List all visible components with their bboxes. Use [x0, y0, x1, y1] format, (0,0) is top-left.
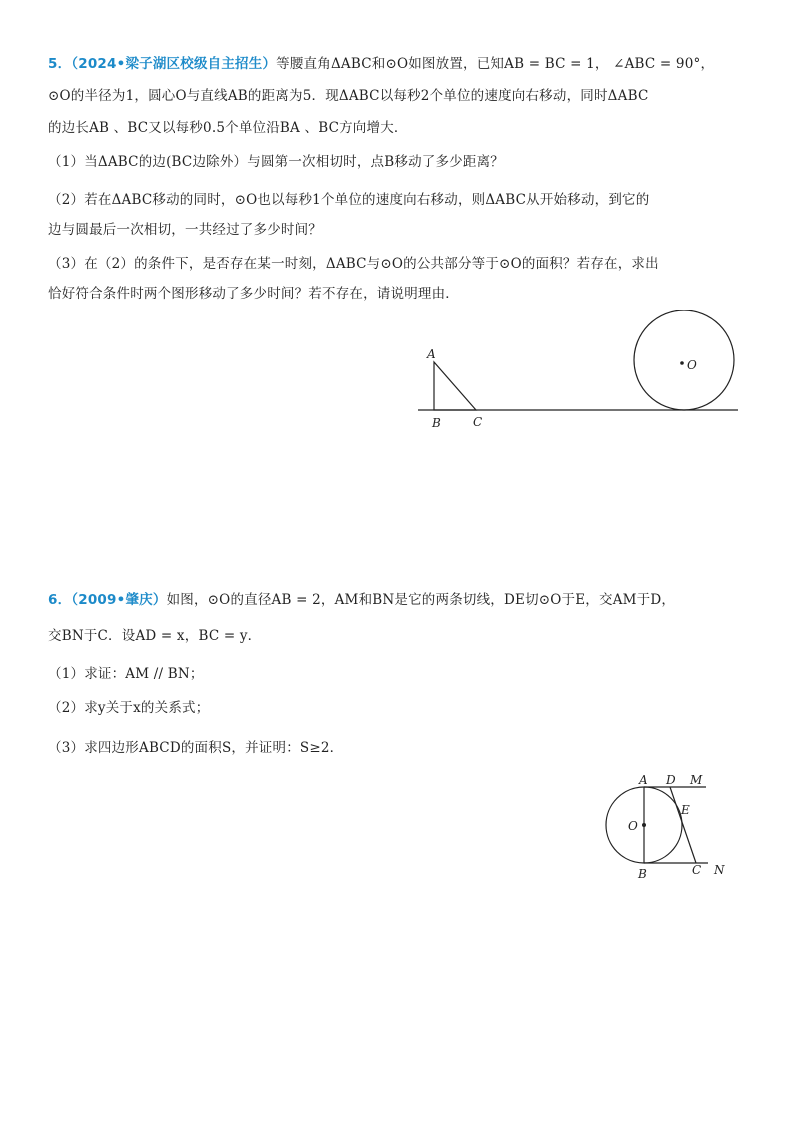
label-b: B	[638, 867, 647, 881]
center-point-o	[680, 361, 684, 365]
problem-6-source: （2009•肇庆）	[71, 592, 167, 608]
label-c: C	[692, 863, 702, 877]
problem-6-line-2: 交BN于C．设AD = x，BC = y．	[48, 628, 262, 644]
problem-5-question-2a: （2）若在ΔABC移动的同时，⊙O也以每秒1个单位的速度向右移动，则ΔABC从开始移动，到它的	[48, 192, 650, 208]
label-a: A	[427, 347, 436, 361]
circle-o	[634, 310, 734, 410]
label-m: M	[690, 773, 703, 787]
problem-5-figure	[410, 310, 750, 440]
label-o: O	[628, 819, 638, 833]
label-b: B	[432, 416, 441, 430]
problem-5-line-2: ⊙O的半径为1，圆心O与直线AB的距离为5．现ΔABC以每秒2个单位的速度向右移动，同时ΔABC	[48, 88, 649, 104]
problem-6-question-1: （1）求证：AM // BN；	[48, 666, 204, 682]
problem-6-question-2: （2）求y关于x的关系式；	[48, 700, 210, 716]
label-d: D	[666, 773, 676, 787]
problem-6-line-1	[48, 590, 675, 610]
problem-6-figure	[596, 768, 746, 888]
center-point-o	[642, 823, 646, 827]
problem-5-number: 5．	[48, 56, 72, 72]
problem-5-text-1: 等腰直角ΔABC和⊙O如图放置，已知AB = BC = 1， ∠ABC = 90°，	[276, 56, 715, 72]
problem-5-line-3: 的边长AB 、BC又以每秒0.5个单位沿BA 、BC方向增大．	[48, 120, 408, 136]
label-o: O	[687, 358, 697, 372]
label-c: C	[473, 415, 483, 429]
tangent-dc	[670, 787, 696, 863]
label-a: A	[639, 773, 648, 787]
label-n: N	[714, 863, 725, 877]
problem-5-line-1	[48, 54, 714, 74]
problem-5-question-2b: 边与圆最后一次相切，一共经过了多少时间？	[48, 222, 322, 238]
triangle-abc	[434, 362, 476, 410]
problem-6-question-3: （3）求四边形ABCD的面积S，并证明：S≥2．	[48, 740, 344, 756]
problem-5-question-1: （1）当ΔABC的边(BC边除外）与圆第一次相切时，点B移动了多少距离？	[48, 154, 504, 170]
problem-5-source: （2024•梁子湖区校级自主招生）	[71, 56, 277, 72]
problem-6-number: 6．	[48, 592, 72, 608]
problem-5-question-3a: （3）在（2）的条件下，是否存在某一时刻，ΔABC与⊙O的公共部分等于⊙O的面积？若存在，求出	[48, 256, 659, 272]
label-e: E	[681, 803, 690, 817]
problem-6-text-1: 如图，⊙O的直径AB = 2，AM和BN是它的两条切线，DE切⊙O于E，交AM于D，	[166, 592, 676, 608]
problem-5-question-3b: 恰好符合条件时两个图形移动了多少时间？若不存在，请说明理由．	[48, 286, 459, 302]
